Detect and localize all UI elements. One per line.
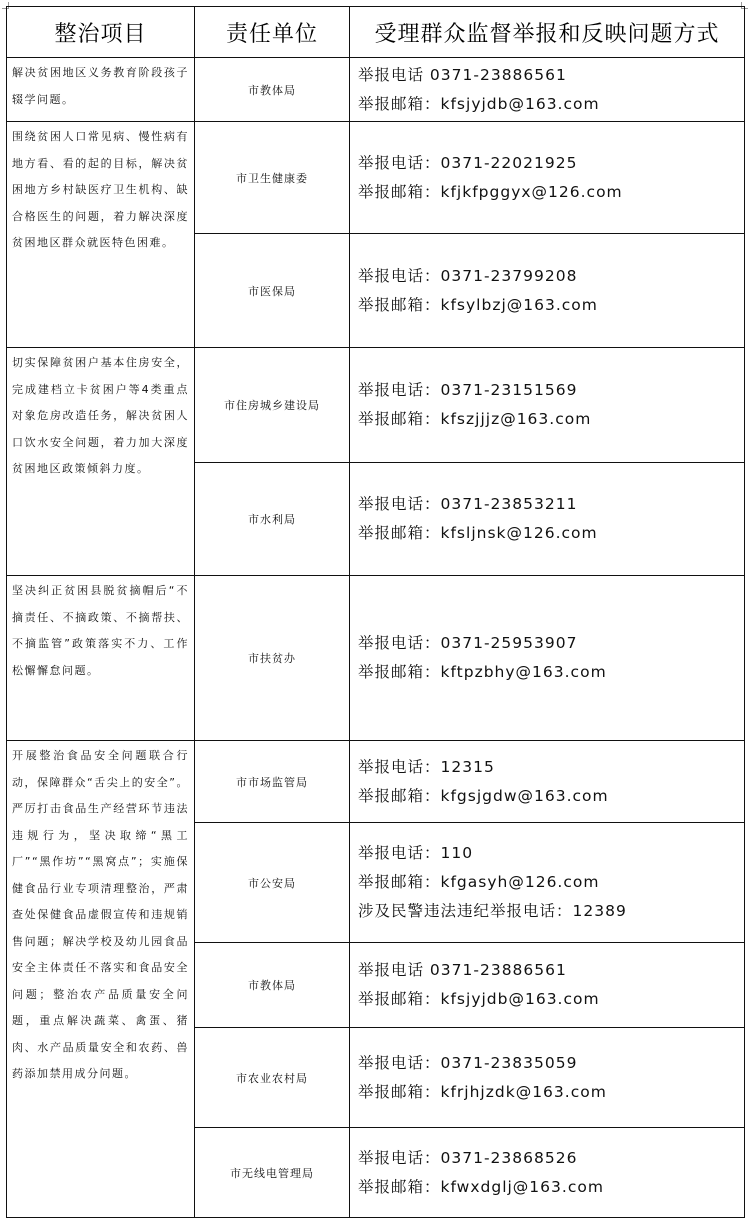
contact-cell <box>350 463 745 576</box>
report-phone: 举报电话：0371-23151569 <box>358 381 578 399</box>
report-email: 举报邮箱：kfgasyh@126.com <box>358 873 600 891</box>
report-email: 举报邮箱：kfrjhjzdk@163.com <box>358 1082 607 1101</box>
contact-cell <box>350 1028 745 1128</box>
unit-cell: 市水利局 <box>195 463 350 576</box>
unit-cell: 市教体局 <box>195 58 350 122</box>
report-email: 举报邮箱：kfsljnsk@126.com <box>358 524 598 542</box>
contact-cell <box>350 943 745 1028</box>
table-row <box>7 741 745 823</box>
unit-cell: 市医保局 <box>195 234 350 348</box>
item-cell: 切实保障贫困户基本住房安全，完成建档立卡贫困户等4类重点对象危房改造任务，解决贫困人口饮水安全问题，着力加大深度贫困地区政策倾斜力度。 <box>7 348 195 576</box>
table-row <box>7 576 745 741</box>
report-email: 举报邮箱：kfszjjjz@163.com <box>358 410 592 428</box>
report-email: 举报邮箱：kfsjyjdb@163.com <box>358 990 600 1008</box>
unit-cell: 市教体局 <box>195 943 350 1028</box>
report-phone: 举报电话：110 <box>358 844 474 862</box>
unit-cell: 市市场监管局 <box>195 741 350 823</box>
header-unit: 责任单位 <box>195 7 350 58</box>
report-email: 举报邮箱：kfsylbzj@163.com <box>358 295 598 314</box>
contact-cell <box>350 348 745 463</box>
contact-cell <box>350 576 745 741</box>
report-phone: 举报电话：0371-23853211 <box>358 495 578 513</box>
unit-cell: 市公安局 <box>195 823 350 943</box>
report-email: 举报邮箱：kfwxdglj@163.com <box>358 1177 604 1196</box>
report-phone: 举报电话：0371-22021925 <box>358 153 578 172</box>
contact-cell <box>350 58 745 122</box>
header-item: 整治项目 <box>7 7 195 58</box>
unit-cell: 市无线电管理局 <box>195 1128 350 1218</box>
contact-cell <box>350 741 745 823</box>
report-phone: 举报电话：12315 <box>358 757 495 776</box>
unit-cell: 市扶贫办 <box>195 576 350 741</box>
item-cell: 坚决纠正贫困县脱贫摘帽后“不摘责任、不摘政策、不摘帮扶、不摘监管”政策落实不力、工作松懈懈怠问题。 <box>7 576 195 741</box>
contact-cell <box>350 1128 745 1218</box>
unit-cell: 市卫生健康委 <box>195 122 350 234</box>
report-phone: 举报电话：0371-23868526 <box>358 1148 578 1167</box>
report-phone: 举报电话：0371-25953907 <box>358 634 578 652</box>
report-email: 举报邮箱：kftpzbhy@163.com <box>358 663 607 681</box>
item-cell: 围绕贫困人口常见病、慢性病有地方看、看的起的目标，解决贫困地方乡村缺医疗卫生机构、缺合格医生的问题，着力解决深度贫困地区群众就医特色困难。 <box>7 122 195 348</box>
report-email: 举报邮箱：kfgsjgdw@163.com <box>358 786 609 805</box>
report-email: 举报邮箱：kfsjyjdb@163.com <box>358 94 600 113</box>
header-contact: 受理群众监督举报和反映问题方式 <box>350 7 745 58</box>
table-row <box>7 348 745 463</box>
table-row <box>7 58 745 122</box>
police-report-phone: 涉及民警违法违纪举报电话：12389 <box>358 902 627 920</box>
table-row <box>7 122 745 234</box>
contact-cell <box>350 823 745 943</box>
supervision-table <box>6 6 745 1218</box>
unit-cell: 市住房城乡建设局 <box>195 348 350 463</box>
item-cell: 解决贫困地区义务教育阶段孩子辍学问题。 <box>7 58 195 122</box>
contact-cell <box>350 234 745 348</box>
report-phone: 举报电话 0371-23886561 <box>358 65 567 84</box>
report-phone: 举报电话：0371-23799208 <box>358 266 578 285</box>
contact-cell <box>350 122 745 234</box>
report-email: 举报邮箱：kfjkfpggyx@126.com <box>358 182 623 201</box>
item-cell: 开展整治食品安全问题联合行动，保障群众“舌尖上的安全”。严厉打击食品生产经营环节违法违规行为，坚决取缔“黑工厂”“黑作坊”“黑窝点”；实施保健食品行业专项清理整治，严肃查处保健食品虚假宣传和违规销售问题；解决学校及幼儿园食品安全主体责任不落实和食品安全问题；整治农产品质量安全问题，重点解决蔬菜、禽蛋、猪肉、水产品质量安全和农药、兽药添加禁用成分问题。 <box>7 741 195 1218</box>
header-row <box>7 7 745 58</box>
report-phone: 举报电话 0371-23886561 <box>358 961 567 979</box>
report-phone: 举报电话：0371-23835059 <box>358 1053 578 1072</box>
unit-cell: 市农业农村局 <box>195 1028 350 1128</box>
